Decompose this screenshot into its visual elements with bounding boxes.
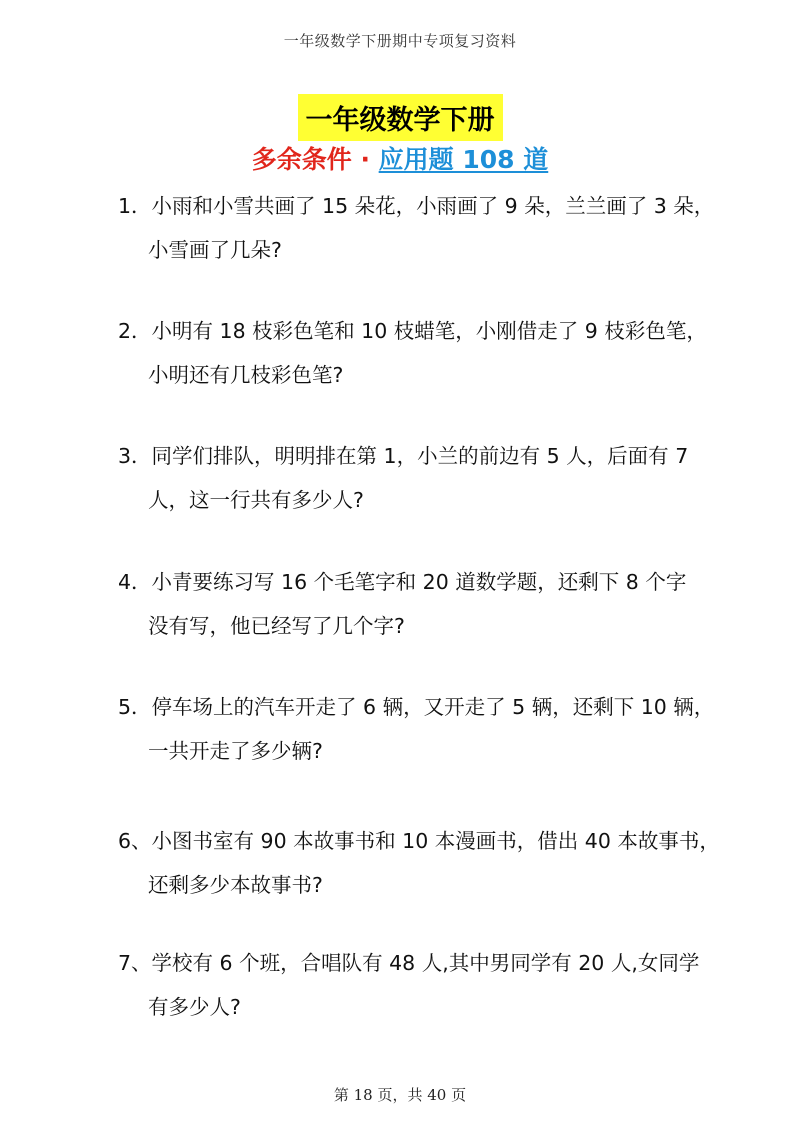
- problem-item-4: [118, 560, 718, 648]
- problem-line-1: 3．同学们排队，明明排在第 1，小兰的前边有 5 人，后面有 7: [118, 444, 689, 468]
- problem-line-2: 没有写，他已经写了几个字?: [148, 614, 405, 638]
- problem-line-2: 还剩多少本故事书?: [148, 873, 323, 897]
- page-subtitle: [0, 140, 800, 176]
- subtitle-blue-part: 应用题 108 道: [378, 145, 549, 174]
- problem-item-3: [118, 434, 718, 522]
- problem-item-5: [118, 685, 718, 773]
- title-container: [0, 94, 800, 141]
- problem-line-1: 1．小雨和小雪共画了 15 朵花，小雨画了 9 朵，兰兰画了 3 朵，: [118, 194, 715, 218]
- problem-line-1: 4．小青要练习写 16 个毛笔字和 20 道数学题，还剩下 8 个字: [118, 570, 687, 594]
- problem-line-1: 2．小明有 18 枝彩色笔和 10 枝蜡笔，小刚借走了 9 枝彩色笔，: [118, 319, 707, 343]
- problem-line-2: 一共开走了多少辆?: [148, 739, 323, 763]
- problem-line-2: 人，这一行共有多少人?: [148, 488, 364, 512]
- page-title: 一年级数学下册: [298, 94, 503, 141]
- problem-item-1: [118, 184, 718, 272]
- problem-line-2: 小明还有几枝彩色笔?: [148, 363, 344, 387]
- problem-line-2: 有多少人?: [148, 995, 241, 1019]
- problem-item-6: [118, 819, 718, 907]
- problem-line-2: 小雪画了几朵?: [148, 238, 282, 262]
- problem-item-2: [118, 309, 718, 397]
- problem-line-1: 5．停车场上的汽车开走了 6 辆，又开走了 5 辆，还剩下 10 辆，: [118, 695, 715, 719]
- page-number-footer: 第 18 页，共 40 页: [333, 1086, 467, 1104]
- problem-line-1: 7、学校有 6 个班，合唱队有 48 人,其中男同学有 20 人,女同学: [118, 951, 700, 975]
- running-header: 一年级数学下册期中专项复习资料: [283, 32, 517, 50]
- problem-line-1: 6、小图书室有 90 本故事书和 10 本漫画书，借出 40 本故事书，: [118, 829, 720, 853]
- subtitle-red-part: 多余条件 ·: [251, 145, 379, 174]
- problem-item-7: [118, 941, 718, 1029]
